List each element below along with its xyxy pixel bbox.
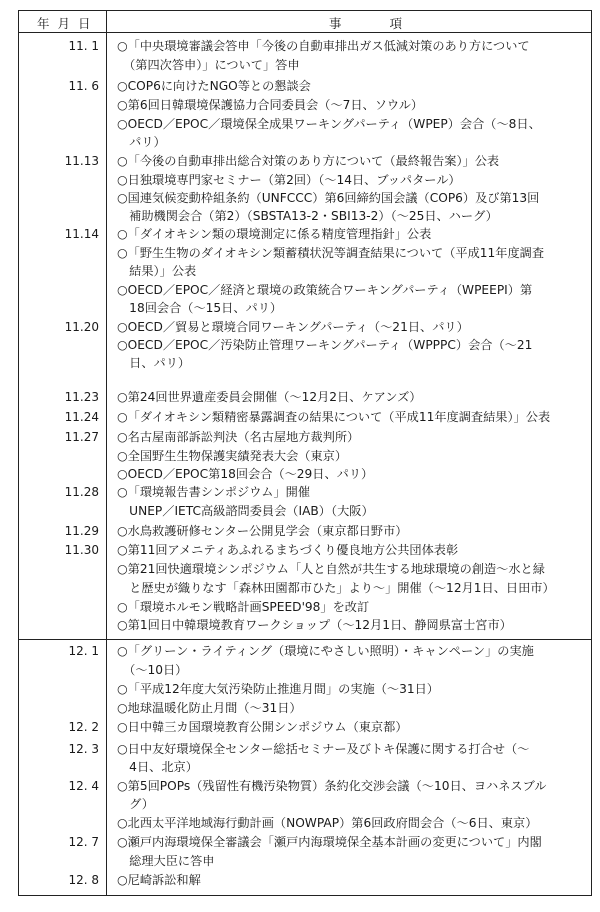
entry-line: （〜10日） <box>117 663 188 677</box>
entry-line: 日、パリ） <box>117 356 191 370</box>
date-cell: 12. 8 <box>68 873 99 887</box>
column-divider <box>106 11 107 895</box>
entry-line: ○地球温暖化防止月間（〜31日） <box>117 701 302 715</box>
entry-line: ○OECD／EPOC第18回会合（〜29日、パリ） <box>117 467 374 481</box>
date-cell: 12. 4 <box>68 779 99 793</box>
date-cell: 11.20 <box>64 320 99 334</box>
entry-line: ○第5回POPs（残留性有機汚染物質）条約化交渉会議（〜10日、ヨハネスブル <box>117 779 547 793</box>
entry-line: ○尼崎訴訟和解 <box>117 873 201 887</box>
date-cell: 11.27 <box>64 430 99 444</box>
entry-line: ○OECD／EPOC／汚染防止管理ワーキングパーティ（WPPPC）会合（〜21 <box>117 338 533 352</box>
chronology-table <box>18 10 592 896</box>
entry-line: 結果）」公表 <box>117 264 197 278</box>
entry-line: ○OECD／貿易と環境合同ワーキングパーティ（〜21日、パリ） <box>117 320 469 334</box>
entry-line: ○「中央環境審議会答申「今後の自動車排出ガス低減対策のあり方について <box>117 39 530 53</box>
date-cell: 12. 1 <box>68 644 99 658</box>
date-cell: 11.30 <box>64 543 99 557</box>
entry-line: （第四次答申）」について」答申 <box>117 58 300 72</box>
entry-line: ○「環境ホルモン戦略計画SPEED'98」を改訂 <box>117 600 370 614</box>
entry-line: ○COP6に向けたNGO等との懇談会 <box>117 79 311 93</box>
entry-line: 18回会合（〜15日、パリ） <box>117 301 283 315</box>
date-cell: 11.24 <box>64 410 99 424</box>
entry-line: ○「平成12年度大気汚染防止推進月間」の実施（〜31日） <box>117 682 439 696</box>
entry-line: 4日、北京） <box>117 760 198 774</box>
entry-line: ○「ダイオキシン類精密暴露調査の結果について（平成11年度調査結果）」公表 <box>117 410 551 424</box>
date-cell: 11. 6 <box>68 79 99 93</box>
entry-line: パリ） <box>117 135 166 149</box>
date-cell: 12. 3 <box>68 742 99 756</box>
entry-line: ○OECD／EPOC／経済と環境の政策統合ワーキングパーティ（WPEEPI）第 <box>117 283 533 297</box>
date-cell: 11.28 <box>64 485 99 499</box>
entry-line: 総理大臣に答申 <box>117 854 215 868</box>
month-divider <box>19 639 591 640</box>
table-header <box>19 11 591 33</box>
date-cell: 12. 7 <box>68 835 99 849</box>
entry-line: ○「グリーン・ライティング（環境にやさしい照明）・キャンペーン」の実施 <box>117 644 534 658</box>
entry-line: ○日独環境専門家セミナー（第2回）（〜14日、ブッパタール） <box>117 173 461 187</box>
date-cell: 11.23 <box>64 390 99 404</box>
entry-line: ○「野生生物のダイオキシン類蓄積状況等調査結果について（平成11年度調査 <box>117 246 545 260</box>
date-cell: 11.29 <box>64 524 99 538</box>
date-cell: 12. 2 <box>68 720 99 734</box>
entry-line: ○OECD／EPOC／環境保全成果ワーキングパーティ（WPEP）会合（〜8日、 <box>117 117 541 131</box>
entry-line: と歴史が織りなす「森林田園都市ひた」より〜」開催（〜12月1日、日田市） <box>117 581 555 595</box>
entry-line: ○名古屋南部訴訟判決（名古屋地方裁判所） <box>117 430 360 444</box>
entry-line: ○第11回アメニティあふれるまちづくり優良地方公共団体表彰 <box>117 543 459 557</box>
entry-line: ○水鳥救護研修センター公開見学会（東京都日野市） <box>117 524 408 538</box>
entry-line: ○国連気候変動枠組条約（UNFCCC）第6回締約国会議（COP6）及び第13回 <box>117 191 540 205</box>
entry-line: ○「今後の自動車排出総合対策のあり方について（最終報告案）」公表 <box>117 154 500 168</box>
entry-line: ○「ダイオキシン類の環境測定に係る精度管理指針」公表 <box>117 227 432 241</box>
date-cell: 11.13 <box>64 154 99 168</box>
date-cell: 11. 1 <box>68 39 99 53</box>
entry-line: ○第24回世界遺産委員会開催（〜12月2日、ケアンズ） <box>117 390 422 404</box>
entry-line: ○第1回日中韓環境教育ワークショップ（〜12月1日、静岡県富士宮市） <box>117 618 512 632</box>
entry-line: ○日中友好環境保全センター総括セミナー及びトキ保護に関する打合せ（〜 <box>117 742 530 756</box>
entry-line: ○瀬戸内海環境保全審議会「瀬戸内海環境保全基本計画の変更について」内閣 <box>117 835 542 849</box>
entry-line: ○第6回日韓環境保護協力合同委員会（〜7日、ソウル） <box>117 98 424 112</box>
header-date: 年 月 日 <box>37 16 93 31</box>
entry-line: ○「環境報告書シンポジウム」開催 <box>117 485 311 499</box>
header-item: 事 項 <box>329 16 424 31</box>
entry-line: UNEP／IETC高級諮問委員会（IAB）（大阪） <box>117 504 374 518</box>
entry-line: ○全国野生生物保護実績発表大会（東京） <box>117 449 348 463</box>
entry-line: グ） <box>117 797 154 811</box>
date-cell: 11.14 <box>64 227 99 241</box>
entry-line: ○日中韓三カ国環境教育公開シンポジウム（東京都） <box>117 720 408 734</box>
entry-line: 補助機関会合（第2）（SBSTA13-2・SBI13-2）（〜25日、ハーグ） <box>117 209 498 223</box>
entry-line: ○北西太平洋地域海行動計画（NOWPAP）第6回政府間会合（〜6日、東京） <box>117 816 538 830</box>
entry-line: ○第21回快適環境シンポジウム「人と自然が共生する地球環境の創造〜水と緑 <box>117 562 545 576</box>
